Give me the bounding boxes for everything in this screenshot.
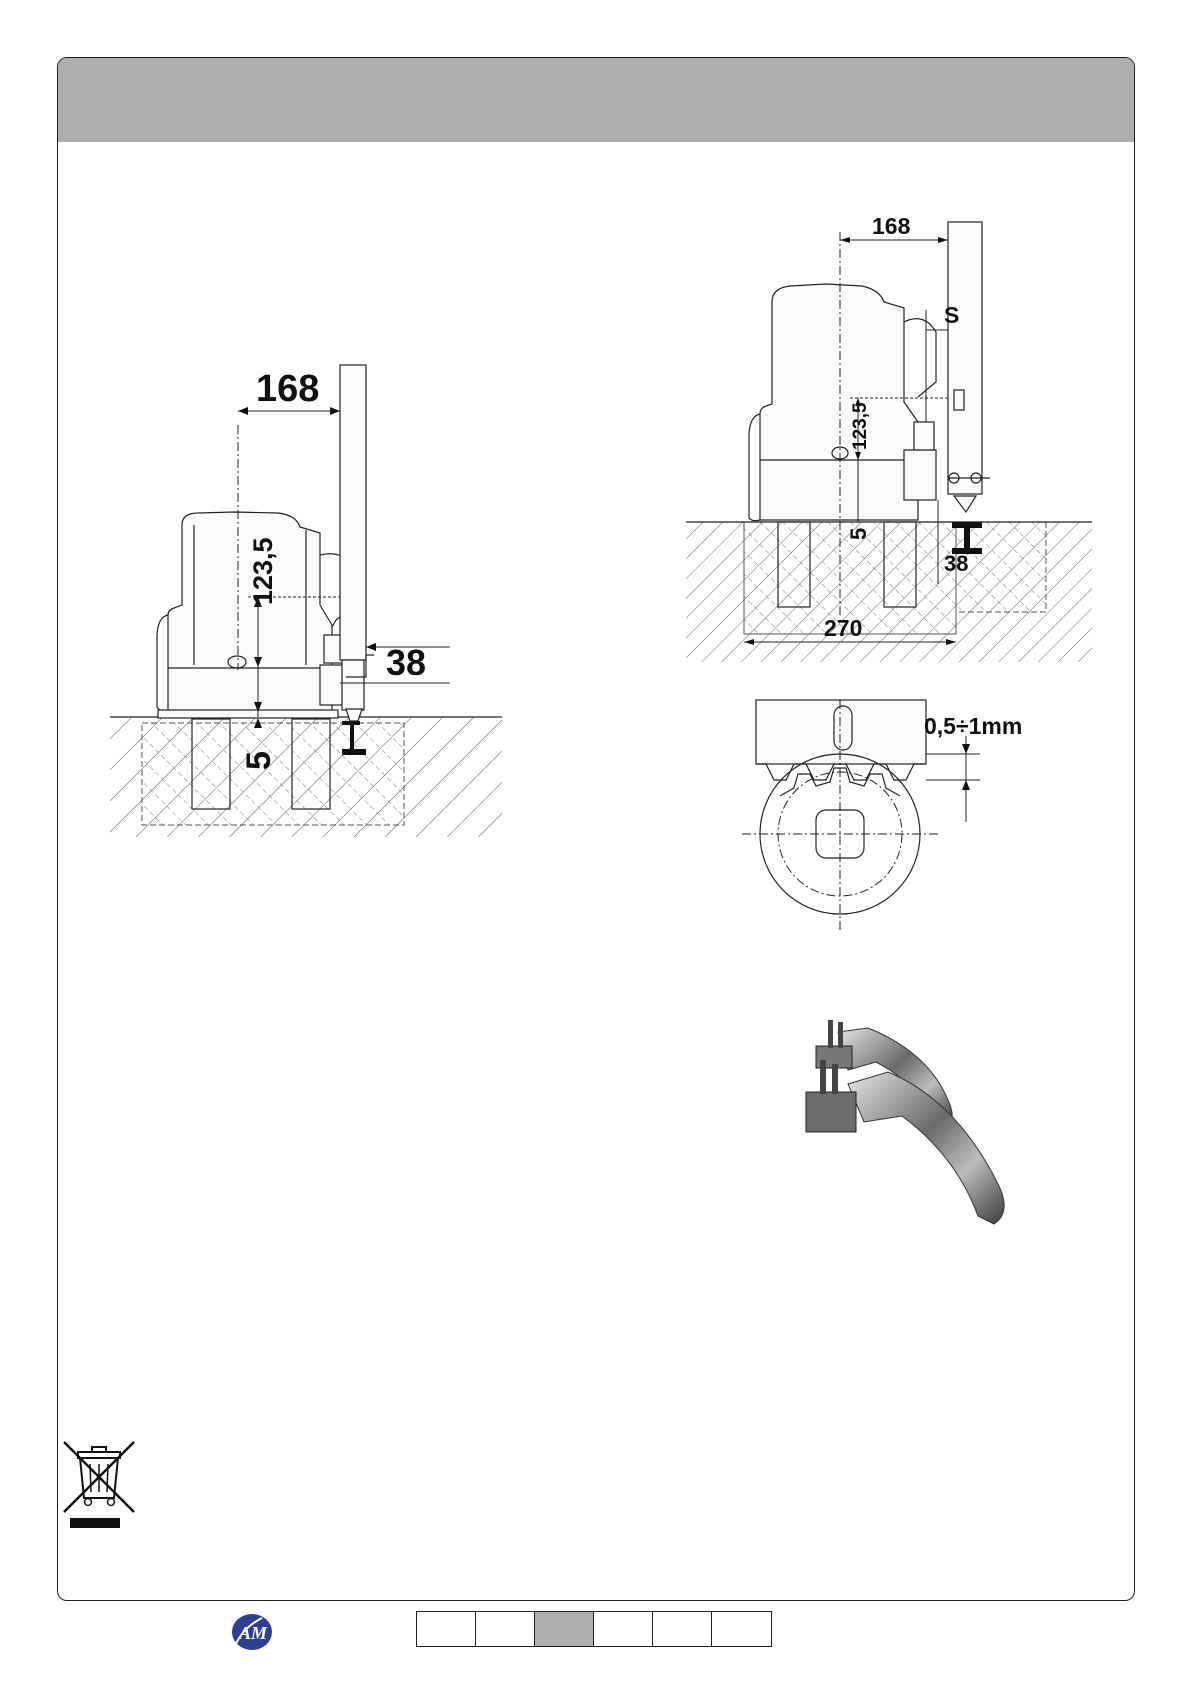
dim-123-5: 123,5 [248, 537, 278, 605]
page-index-cell [712, 1612, 771, 1646]
crossed-out-bin-icon [62, 1440, 136, 1530]
dim-5: 5 [846, 527, 871, 540]
dim-168: 168 [872, 213, 911, 239]
drawing-left [110, 365, 510, 845]
dim-168: 168 [256, 368, 320, 410]
dim-123-5: 123,5 [850, 402, 871, 450]
dim-38: 38 [386, 642, 427, 683]
drawing-gear [750, 696, 1050, 926]
gate-leaf [340, 365, 366, 660]
svg-text:AM: AM [239, 1623, 268, 1643]
dim-clearance: 0,5÷1mm [924, 713, 1023, 739]
drawing-right [686, 213, 1096, 682]
page-index-cell [476, 1612, 535, 1646]
motor-housing [760, 284, 918, 520]
page-index-strip [416, 1611, 772, 1647]
foundation [142, 723, 404, 825]
page-index-cell [653, 1612, 712, 1646]
dim-38: 38 [944, 551, 969, 576]
page-index-cell [594, 1612, 653, 1646]
page-index-cell [417, 1612, 476, 1646]
dim-5: 5 [240, 751, 278, 770]
header-band [58, 58, 1134, 142]
am-logo-icon [228, 1612, 276, 1652]
dim-s: S [944, 302, 960, 328]
gate-leaf [948, 222, 982, 494]
dim-270: 270 [824, 615, 863, 641]
page-index-cell-active [535, 1612, 594, 1646]
release-handle-photo [798, 1010, 1038, 1240]
